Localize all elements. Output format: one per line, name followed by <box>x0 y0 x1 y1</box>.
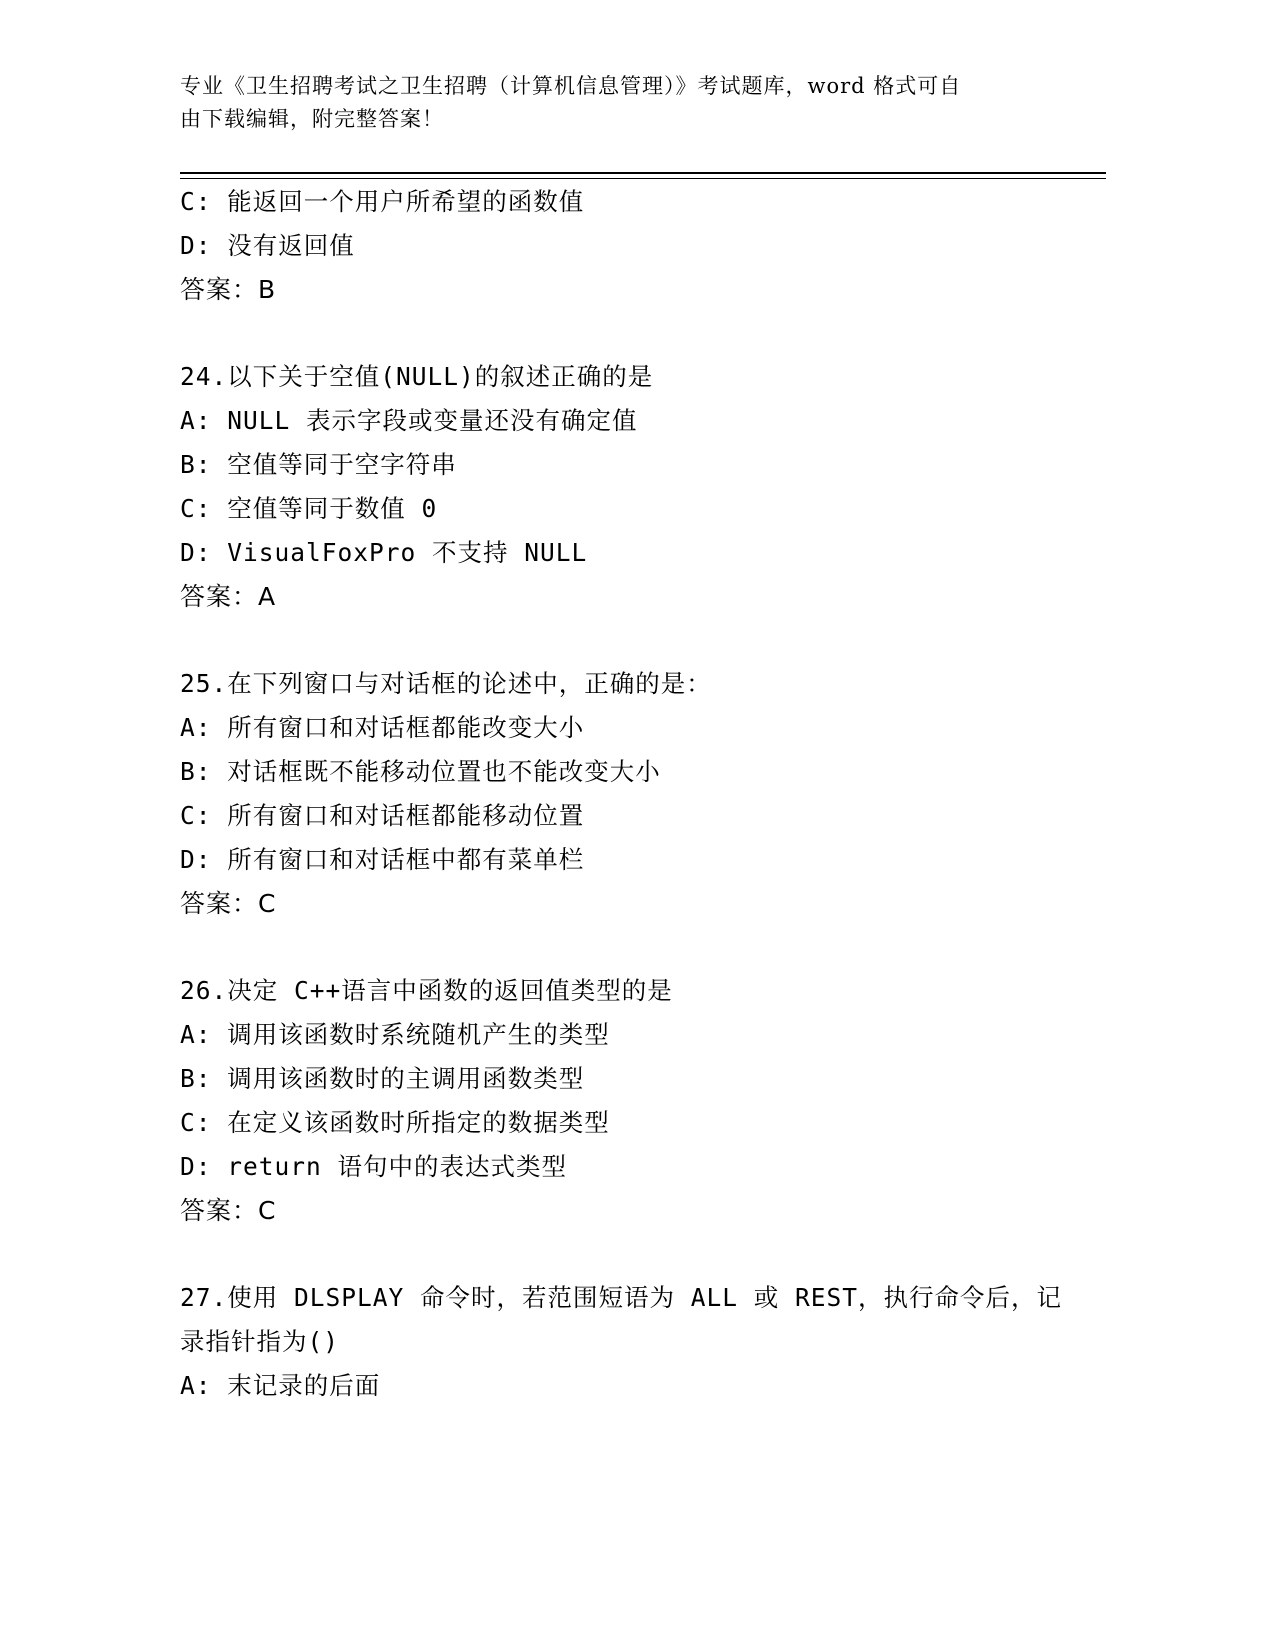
option-a: A: 所有窗口和对话框都能改变大小 <box>180 713 585 742</box>
option-c: C: 能返回一个用户所希望的函数值 <box>180 187 585 216</box>
question-title-line-1: 27.使用 DLSPLAY 命令时，若范围短语为 ALL 或 REST，执行命令后，记 <box>180 1283 1063 1312</box>
option-a: A: 调用该函数时系统随机产生的类型 <box>180 1020 610 1049</box>
option-c: C: 在定义该函数时所指定的数据类型 <box>180 1108 610 1137</box>
option-a: A: 末记录的后面 <box>180 1371 381 1400</box>
option-b: B: 调用该函数时的主调用函数类型 <box>180 1064 585 1093</box>
question-23-tail <box>180 180 1080 312</box>
question-title-line-2: 录指针指为() <box>180 1327 339 1356</box>
option-c: C: 所有窗口和对话框都能移动位置 <box>180 801 585 830</box>
option-d: D: VisualFoxPro 不支持 NULL <box>180 538 588 567</box>
question-27 <box>180 1276 1080 1408</box>
option-a: A: NULL 表示字段或变量还没有确定值 <box>180 406 638 435</box>
document-header <box>180 70 1080 136</box>
answer-label: 答案：C <box>180 1196 277 1225</box>
question-24 <box>180 355 1080 619</box>
question-25 <box>180 662 1080 926</box>
answer-label: 答案：C <box>180 889 277 918</box>
option-d: D: 没有返回值 <box>180 231 355 260</box>
question-title: 24.以下关于空值(NULL)的叙述正确的是 <box>180 362 654 391</box>
answer-label: 答案：B <box>180 275 277 304</box>
question-26 <box>180 969 1080 1233</box>
question-title: 26.决定 C++语言中函数的返回值类型的是 <box>180 976 673 1005</box>
option-b: B: 对话框既不能移动位置也不能改变大小 <box>180 757 661 786</box>
header-line-2: 由下载编辑，附完整答案！ <box>180 107 444 131</box>
question-list <box>180 180 1080 1408</box>
header-divider-thick <box>180 172 1106 174</box>
option-c: C: 空值等同于数值 0 <box>180 494 438 523</box>
header-line-1: 专业《卫生招聘考试之卫生招聘（计算机信息管理）》考试题库，word 格式可自 <box>180 74 962 98</box>
question-title: 25.在下列窗口与对话框的论述中，正确的是： <box>180 669 712 698</box>
header-divider-thin <box>180 178 1106 179</box>
option-b: B: 空值等同于空字符串 <box>180 450 457 479</box>
option-d: D: 所有窗口和对话框中都有菜单栏 <box>180 845 585 874</box>
option-d: D: return 语句中的表达式类型 <box>180 1152 568 1181</box>
answer-label: 答案：A <box>180 582 277 611</box>
